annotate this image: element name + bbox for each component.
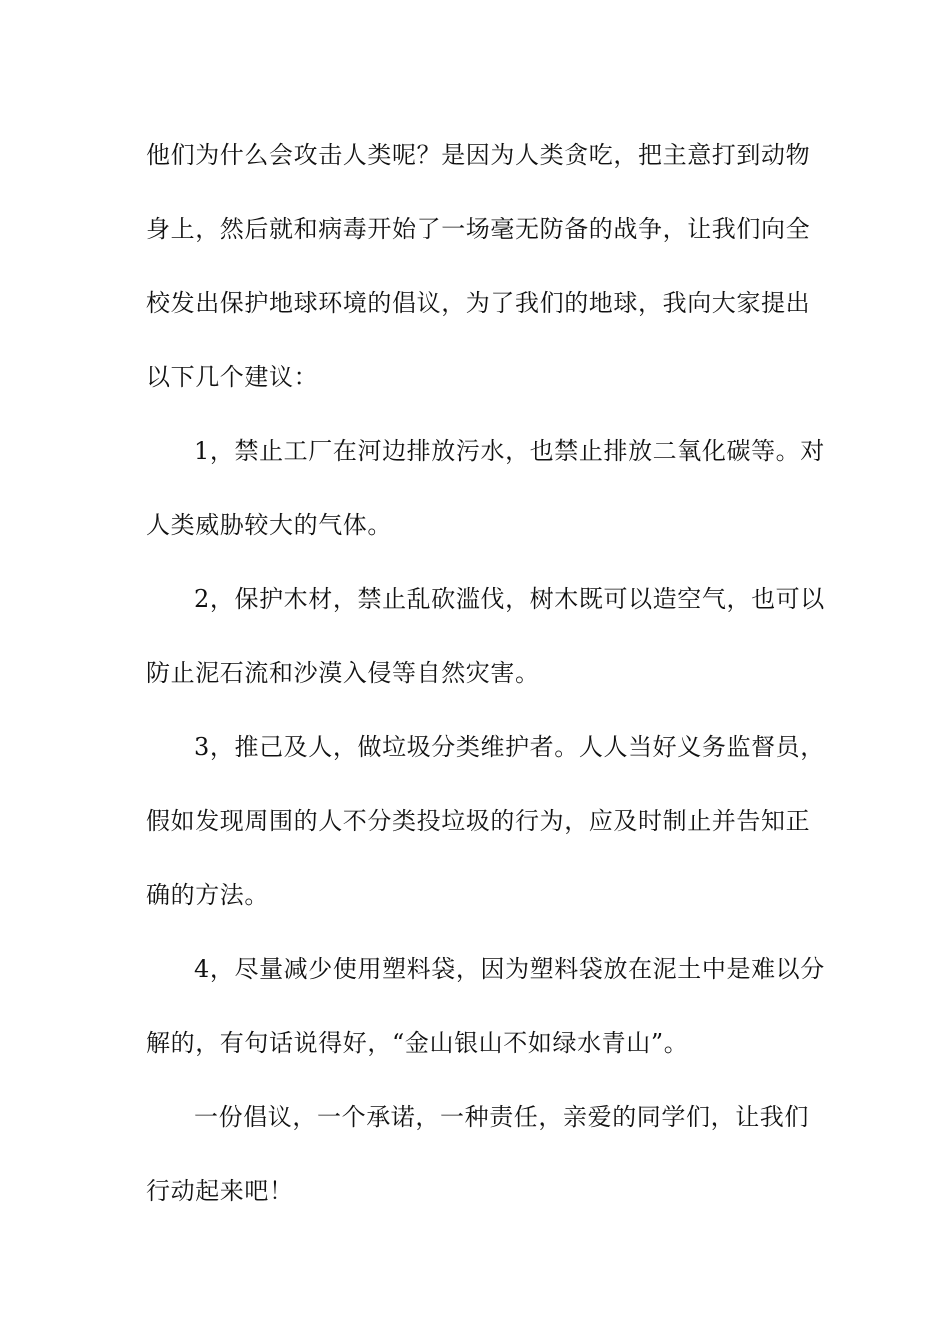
text-line: 解的，有句话说得好，“金山银山不如绿水青山”。 [146,1029,689,1057]
text-line: 4，尽量减少使用塑料袋，因为塑料袋放在泥土中是难以分 [194,955,825,983]
text-line: 校发出保护地球环境的倡议，为了我们的地球，我向大家提出 [146,289,811,317]
text-line: 3，推己及人，做垃圾分类维护者。人人当好义务监督员， [194,733,825,761]
text-line: 行动起来吧！ [146,1177,294,1205]
text-line: 以下几个建议： [146,363,319,391]
text-line: 身上，然后就和病毒开始了一场毫无防备的战争，让我们向全 [146,215,811,243]
text-line: 2，保护木材，禁止乱砍滥伐，树木既可以造空气，也可以 [194,585,825,613]
text-line: 1，禁止工厂在河边排放污水，也禁止排放二氧化碳等。对 [194,437,825,465]
text-line: 人类威胁较大的气体。 [146,511,392,539]
text-line: 防止泥石流和沙漠入侵等自然灾害。 [146,659,540,687]
text-line: 确的方法。 [146,881,269,909]
text-line: 假如发现周围的人不分类投垃圾的行为，应及时制止并告知正 [146,807,811,835]
text-line: 他们为什么会攻击人类呢？是因为人类贪吃，把主意打到动物 [146,141,811,169]
text-line: 一份倡议，一个承诺，一种责任，亲爱的同学们，让我们 [194,1103,809,1131]
document-body [146,118,825,1228]
